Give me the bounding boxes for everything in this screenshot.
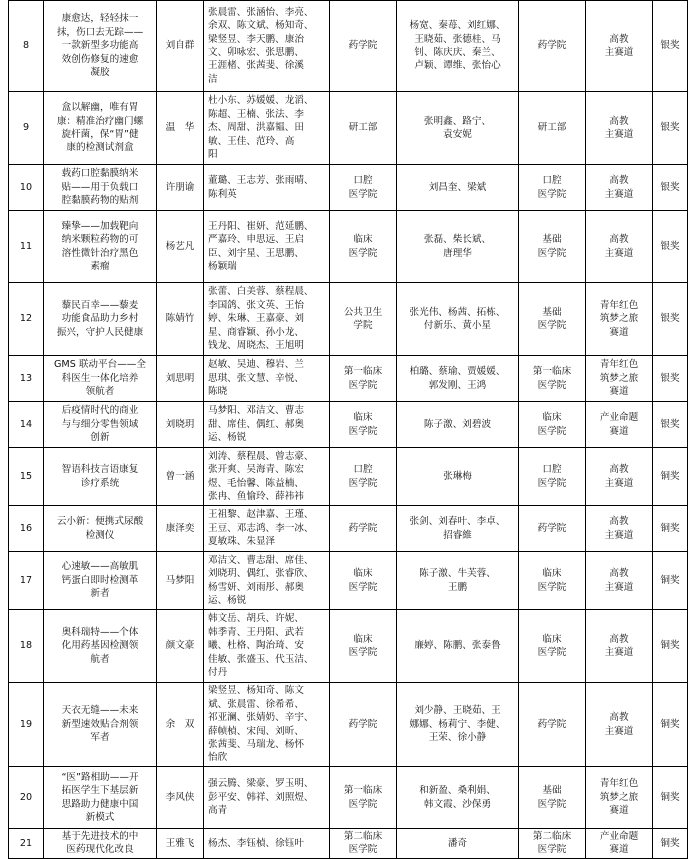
project-name: GMS 联动平台——全 科医生一体化培养 领航者 [53, 359, 146, 398]
project-name: 天衣无缝——未来 新型速效贴合剂领 军者 [61, 705, 139, 744]
project-name: 盒以解幽，唯有胃 康：精准治疗幽门螺 旋杆菌，保“胃”健 康的检测试剂盒 [56, 102, 144, 154]
award-level-cell [653, 356, 688, 402]
competition-track: 高教 主赛道 [604, 633, 634, 658]
team-unit: 第二临床 医学院 [343, 831, 383, 856]
project-name-cell [44, 610, 157, 683]
award-level: 银奖 [660, 181, 680, 193]
advisor-unit: 口腔 医学院 [537, 175, 567, 200]
advisors-cell [397, 211, 519, 283]
competition-track-cell [586, 506, 653, 552]
team-members-cell [204, 1, 330, 92]
project-name-cell [44, 283, 157, 356]
leader-name: 刘晓玥 [165, 418, 195, 430]
project-name-cell [44, 506, 157, 552]
row-number-cell [9, 211, 44, 283]
leader-name-cell [157, 683, 204, 767]
award-level: 铜奖 [660, 718, 680, 730]
table-row [9, 1, 688, 92]
leader-name: 颜文豪 [165, 640, 195, 652]
advisor-unit: 第一临床 医学院 [532, 366, 572, 391]
table-row [9, 92, 688, 165]
team-members: 王丹阳、崔妍、范延鹏、 严嘉玲、申思远、王启 臣、刘宇星、王思鹏、 杨颖瑞 [208, 220, 314, 272]
advisors: 杨宽、秦苺、刘红娜、 王晓茹、张德桂、马 钊、陈庆庆、秦兰、 卢颖、谭维、张怡心 [409, 20, 506, 72]
advisors-cell [397, 829, 519, 859]
leader-name-cell [157, 92, 204, 165]
advisors-cell [397, 767, 519, 829]
advisors: 刘少静、王晓茹、王 娜娜、杨莉宁、李健、 王荣、徐小静 [409, 705, 506, 744]
row-number: 19 [19, 718, 33, 730]
advisor-unit-cell [519, 683, 586, 767]
competition-track: 青年红色 筑梦之旅 赛道 [599, 778, 639, 817]
team-members: 梁竖昱、杨知奇、陈文 斌、张晨雷、徐希希、 祁亚澜、张婧奶、辛宇、 薛帧楨、宋闯、刘昕、 张茜斐、马瑞龙、杨怀 怡欣 [208, 685, 314, 764]
row-number-cell [9, 165, 44, 211]
team-members-cell [204, 552, 330, 610]
team-members-cell [204, 683, 330, 767]
advisors: 刘昌奎、梁斌 [428, 181, 487, 193]
leader-name-cell [157, 506, 204, 552]
award-level-cell [653, 211, 688, 283]
project-name: 藜民百幸——藜麦 功能食品助力乡村 振兴，守护人民健康 [56, 299, 144, 338]
team-unit: 研工部 [348, 122, 378, 134]
competition-track: 青年红色 筑梦之旅 赛道 [599, 299, 639, 338]
advisor-unit-cell [519, 448, 586, 506]
project-name: 智语科技言语康复 诊疗系统 [61, 464, 139, 489]
team-unit: 临床 医学院 [348, 633, 378, 658]
row-number: 10 [19, 181, 33, 193]
competition-track: 青年红色 筑梦之旅 赛道 [599, 359, 639, 398]
leader-name: 杨艺凡 [165, 240, 195, 252]
team-members: 赵敏、吴迪、穆岩、兰 思琪、张文慧、辛悦、 陈晓 [208, 359, 304, 398]
row-number: 15 [19, 470, 33, 482]
advisors: 张光伟、杨茜、拓栋、 付新乐、黄小星 [409, 306, 506, 331]
advisors-cell [397, 610, 519, 683]
competition-track-cell [586, 165, 653, 211]
advisor-unit: 基础 医学院 [537, 234, 567, 259]
project-name: “医”路相助——开 拓医学生下基层新 思路助力健康中国 新模式 [61, 771, 139, 823]
team-members-cell [204, 448, 330, 506]
project-name: 载药口腔黏膜纳米 贴——用于负载口 腔黏膜药物的贴剂 [61, 168, 139, 207]
team-members: 张晨雷、张涵怡、李亮、 余双、陈文斌、杨知奇、 梁竖昱、李天鹏、康治 文、卯咏宏、张思鹏、 王涯楮、张茜斐、徐溪 洁 [208, 6, 314, 85]
award-level: 银奖 [660, 240, 680, 252]
team-unit: 临床 医学院 [348, 568, 378, 593]
row-number-cell [9, 92, 44, 165]
team-unit-cell [330, 1, 397, 92]
advisors: 张明鑫、路宁、 袁安妮 [423, 115, 492, 140]
project-name-cell [44, 402, 157, 448]
row-number-cell [9, 506, 44, 552]
advisor-unit-cell [519, 356, 586, 402]
team-members: 强云腾、梁豪、罗玉明、 彭平安、韩祥、刘照煜、 高青 [208, 778, 314, 817]
advisor-unit: 基础 医学院 [537, 306, 567, 331]
team-unit: 第一临床 医学院 [343, 785, 383, 810]
leader-name-cell [157, 610, 204, 683]
team-unit-cell [330, 683, 397, 767]
project-name-cell [44, 165, 157, 211]
team-members: 马梦阳、邓洁文、曹志 甜、席佳、偶红、郝奥 运、杨锐 [208, 405, 304, 444]
team-unit-cell [330, 402, 397, 448]
team-members: 邓洁文、曹志甜、席佳、 刘晓玥、偶红、张睿欣、 杨雪妍、刘雨彤、郝奥 运、杨锐 [208, 554, 314, 606]
table-row [9, 767, 688, 829]
award-level-cell [653, 767, 688, 829]
advisors: 潘奇 [447, 837, 468, 849]
row-number: 9 [22, 122, 30, 134]
advisors: 张磊、柴长斌、 唐理华 [423, 234, 492, 259]
award-level-cell [653, 92, 688, 165]
competition-track: 高教 主赛道 [604, 115, 634, 140]
row-number-cell [9, 610, 44, 683]
advisor-unit: 药学院 [537, 718, 567, 730]
project-name-cell [44, 211, 157, 283]
award-level: 铜奖 [660, 791, 680, 803]
award-level: 铜奖 [660, 837, 680, 849]
competition-track: 产业命题 赛道 [599, 831, 639, 856]
competition-track: 高教 主赛道 [604, 568, 634, 593]
award-level-cell [653, 552, 688, 610]
team-members: 韩文岳、胡兵、许妮、 韩季青、王丹阳、武若 曦、杜格、陶治琦、安 佳敏、张盛玉、代玉洁、 付丹 [208, 613, 314, 679]
row-number-cell [9, 402, 44, 448]
advisor-unit-cell [519, 552, 586, 610]
advisor-unit-cell [519, 283, 586, 356]
leader-name: 陈婧竹 [165, 313, 195, 325]
team-members-cell [204, 165, 330, 211]
competition-track-cell [586, 283, 653, 356]
award-level-cell [653, 829, 688, 859]
project-name: 奥科瑞特——个体 化用药基因检测领 航者 [61, 626, 139, 665]
advisor-unit: 研工部 [537, 122, 567, 134]
award-level-cell [653, 683, 688, 767]
row-number: 20 [19, 791, 33, 803]
award-level: 银奖 [660, 122, 680, 134]
competition-track-cell [586, 683, 653, 767]
advisors-cell [397, 165, 519, 211]
team-unit: 药学院 [348, 40, 378, 52]
competition-track-cell [586, 829, 653, 859]
row-number: 18 [19, 640, 33, 652]
advisors-cell [397, 448, 519, 506]
table-row [9, 610, 688, 683]
row-number: 17 [19, 574, 33, 586]
advisors: 和新盈、桑利娟、 韩文霞、沙保勇 [419, 785, 496, 810]
advisors-cell [397, 92, 519, 165]
row-number: 13 [19, 372, 33, 384]
competition-track-cell [586, 1, 653, 92]
advisor-unit-cell [519, 506, 586, 552]
leader-name: 刘自群 [165, 40, 195, 52]
advisors-cell [397, 283, 519, 356]
award-level: 铜奖 [660, 522, 680, 534]
competition-track: 产业命题 赛道 [599, 412, 639, 437]
row-number: 8 [22, 40, 30, 52]
team-unit: 口腔 医学院 [348, 464, 378, 489]
advisor-unit-cell [519, 402, 586, 448]
team-unit-cell [330, 767, 397, 829]
leader-name-cell [157, 1, 204, 92]
competition-track-cell [586, 211, 653, 283]
competition-track: 高教 主赛道 [604, 234, 634, 259]
competition-track-cell [586, 356, 653, 402]
advisor-unit-cell [519, 92, 586, 165]
team-members-cell [204, 610, 330, 683]
leader-name-cell [157, 402, 204, 448]
leader-name-cell [157, 356, 204, 402]
team-unit-cell [330, 165, 397, 211]
team-unit: 口腔 医学院 [348, 175, 378, 200]
competition-track-cell [586, 552, 653, 610]
team-unit-cell [330, 211, 397, 283]
advisor-unit: 第二临床 医学院 [532, 831, 572, 856]
table-row [9, 552, 688, 610]
row-number: 12 [19, 313, 33, 325]
leader-name: 李风侠 [165, 791, 195, 803]
advisors: 陈子激、刘碧波 [423, 418, 492, 430]
award-level: 银奖 [660, 418, 680, 430]
table-row [9, 683, 688, 767]
team-members-cell [204, 92, 330, 165]
leader-name-cell [157, 283, 204, 356]
table-row [9, 211, 688, 283]
team-members-cell [204, 506, 330, 552]
award-level-cell [653, 448, 688, 506]
project-name-cell [44, 552, 157, 610]
team-unit-cell [330, 92, 397, 165]
row-number-cell [9, 767, 44, 829]
advisors-cell [397, 356, 519, 402]
leader-name-cell [157, 165, 204, 211]
team-members-cell [204, 211, 330, 283]
table-row [9, 829, 688, 859]
team-members: 张蕾、白美蓉、蔡程晨、 李国鸽、张文英、王怡 婷、朱琳、王嘉豪、刘 星、商睿颖、孙小龙、 钱龙、周晓杰、王旭明 [208, 286, 314, 352]
team-unit-cell [330, 506, 397, 552]
row-number-cell [9, 683, 44, 767]
award-level: 铜奖 [660, 470, 680, 482]
competition-track: 高教 主赛道 [604, 464, 634, 489]
advisor-unit: 临床 医学院 [537, 568, 567, 593]
leader-name-cell [157, 552, 204, 610]
row-number: 21 [19, 837, 33, 849]
project-name-cell [44, 829, 157, 859]
advisors-cell [397, 1, 519, 92]
leader-name-cell [157, 448, 204, 506]
project-name-cell [44, 92, 157, 165]
project-name: 云小新：便携式尿酸 检测仪 [56, 516, 144, 541]
row-number-cell [9, 1, 44, 92]
leader-name: 曾一涵 [165, 470, 195, 482]
award-level-cell [653, 610, 688, 683]
leader-name: 刘思明 [165, 372, 195, 384]
advisors: 廉婷、陈鹏、张泰鲁 [414, 640, 501, 652]
competition-track-cell [586, 402, 653, 448]
team-members: 刘涛、蔡程晨、曾志豪、 张开爽、吴海青、陈宏 煜、毛怡馨、陈益楠、 张冉、鱼愉玲、薛祎祎 [208, 450, 314, 502]
team-unit-cell [330, 552, 397, 610]
award-level-cell [653, 165, 688, 211]
project-name: 心速敏——高敏肌 钙蛋白即时检测革 新者 [61, 561, 139, 600]
competition-track-cell [586, 767, 653, 829]
row-number: 14 [19, 418, 33, 430]
project-name-cell [44, 356, 157, 402]
project-name-cell [44, 767, 157, 829]
competition-track-cell [586, 610, 653, 683]
award-level: 铜奖 [660, 640, 680, 652]
team-unit-cell [330, 829, 397, 859]
leader-name: 余 双 [165, 718, 195, 730]
award-level-cell [653, 283, 688, 356]
project-name-cell [44, 683, 157, 767]
advisors: 张剑、刘春叶、李卓、 招睿維 [409, 516, 506, 541]
team-unit-cell [330, 283, 397, 356]
award-level-cell [653, 402, 688, 448]
row-number-cell [9, 552, 44, 610]
competition-track: 高教 主赛道 [604, 712, 634, 737]
project-name: 康愈达，轻轻抹一 抹，伤口去无踪—— 一款新型多功能高 效创伤修复的速愈 凝胶 [56, 13, 144, 79]
advisor-unit: 临床 医学院 [537, 412, 567, 437]
table-row [9, 356, 688, 402]
award-level: 银奖 [660, 313, 680, 325]
table-row [9, 448, 688, 506]
team-members: 杜小东、苏媛媛、龙滔、 陈超、王楠、张法、李 杰、周甜、洪嘉韫、田 敏、王佳、范玲、高 阳 [208, 95, 314, 161]
row-number-cell [9, 356, 44, 402]
advisors-cell [397, 506, 519, 552]
row-number-cell [9, 283, 44, 356]
advisor-unit-cell [519, 211, 586, 283]
team-members: 王祖黎、赵津嘉、王瑾、 王豆、邓志鸿、李一冰、 夏敏珠、朱显泽 [208, 509, 314, 548]
team-members-cell [204, 283, 330, 356]
advisor-unit-cell [519, 767, 586, 829]
award-level: 银奖 [660, 40, 680, 52]
award-level-cell [653, 506, 688, 552]
team-unit: 临床 医学院 [348, 234, 378, 259]
advisors: 陈子激、牛芙蓉、 王鹏 [419, 568, 496, 593]
team-unit: 公共卫生 学院 [343, 306, 383, 331]
awards-table [8, 0, 688, 859]
advisors: 张琳梅 [443, 470, 472, 482]
competition-track-cell [586, 92, 653, 165]
advisor-unit: 基础 医学院 [537, 785, 567, 810]
competition-track: 高教 主赛道 [604, 516, 634, 541]
advisor-unit: 口腔 医学院 [537, 464, 567, 489]
advisor-unit-cell [519, 829, 586, 859]
row-number-cell [9, 448, 44, 506]
advisor-unit: 药学院 [537, 40, 567, 52]
advisor-unit: 临床 医学院 [537, 633, 567, 658]
advisor-unit-cell [519, 610, 586, 683]
advisor-unit-cell [519, 1, 586, 92]
award-level: 银奖 [660, 372, 680, 384]
team-unit-cell [330, 610, 397, 683]
row-number: 16 [19, 522, 33, 534]
competition-track: 高教 主赛道 [604, 33, 634, 58]
row-number: 11 [19, 240, 33, 252]
project-name: 后疫情时代的商业 与与细分零售领域 创新 [61, 405, 139, 444]
advisors: 柏璐、蔡瑜、贾媛媛、 郭发刚、王鸿 [409, 366, 506, 391]
project-name-cell [44, 448, 157, 506]
team-members-cell [204, 402, 330, 448]
advisor-unit-cell [519, 165, 586, 211]
table-row [9, 506, 688, 552]
project-name-cell [44, 1, 157, 92]
team-unit: 药学院 [348, 522, 378, 534]
leader-name-cell [157, 211, 204, 283]
competition-track-cell [586, 448, 653, 506]
team-members: 董璐、王志芳、张雨晴、 陈利英 [208, 175, 314, 200]
leader-name: 康泽奕 [165, 522, 195, 534]
team-members-cell [204, 767, 330, 829]
table-row [9, 402, 688, 448]
leader-name-cell [157, 767, 204, 829]
advisor-unit: 药学院 [537, 522, 567, 534]
team-members-cell [204, 829, 330, 859]
table-row [9, 165, 688, 211]
competition-track: 高教 主赛道 [604, 175, 634, 200]
award-level-cell [653, 1, 688, 92]
leader-name: 许朋谕 [165, 181, 195, 193]
table-row [9, 283, 688, 356]
team-unit-cell [330, 448, 397, 506]
project-name: 臻挚——加载靶向 纳米颗粒药物的可 溶性微针治疗黑色 素瘤 [61, 220, 139, 272]
project-name: 基于先进技术的中 医药现代化改良 [61, 831, 139, 856]
leader-name: 马梦阳 [165, 574, 195, 586]
team-unit: 药学院 [348, 718, 378, 730]
team-unit-cell [330, 356, 397, 402]
team-members: 杨杰、李钰楨、徐钰叶 [208, 837, 304, 849]
leader-name: 温 华 [165, 122, 195, 134]
advisors-cell [397, 683, 519, 767]
advisors-cell [397, 552, 519, 610]
team-unit: 第一临床 医学院 [343, 366, 383, 391]
advisors-cell [397, 402, 519, 448]
leader-name: 王雅飞 [165, 837, 195, 849]
team-members-cell [204, 356, 330, 402]
leader-name-cell [157, 829, 204, 859]
row-number-cell [9, 829, 44, 859]
award-level: 铜奖 [660, 574, 680, 586]
team-unit: 临床 医学院 [348, 412, 378, 437]
